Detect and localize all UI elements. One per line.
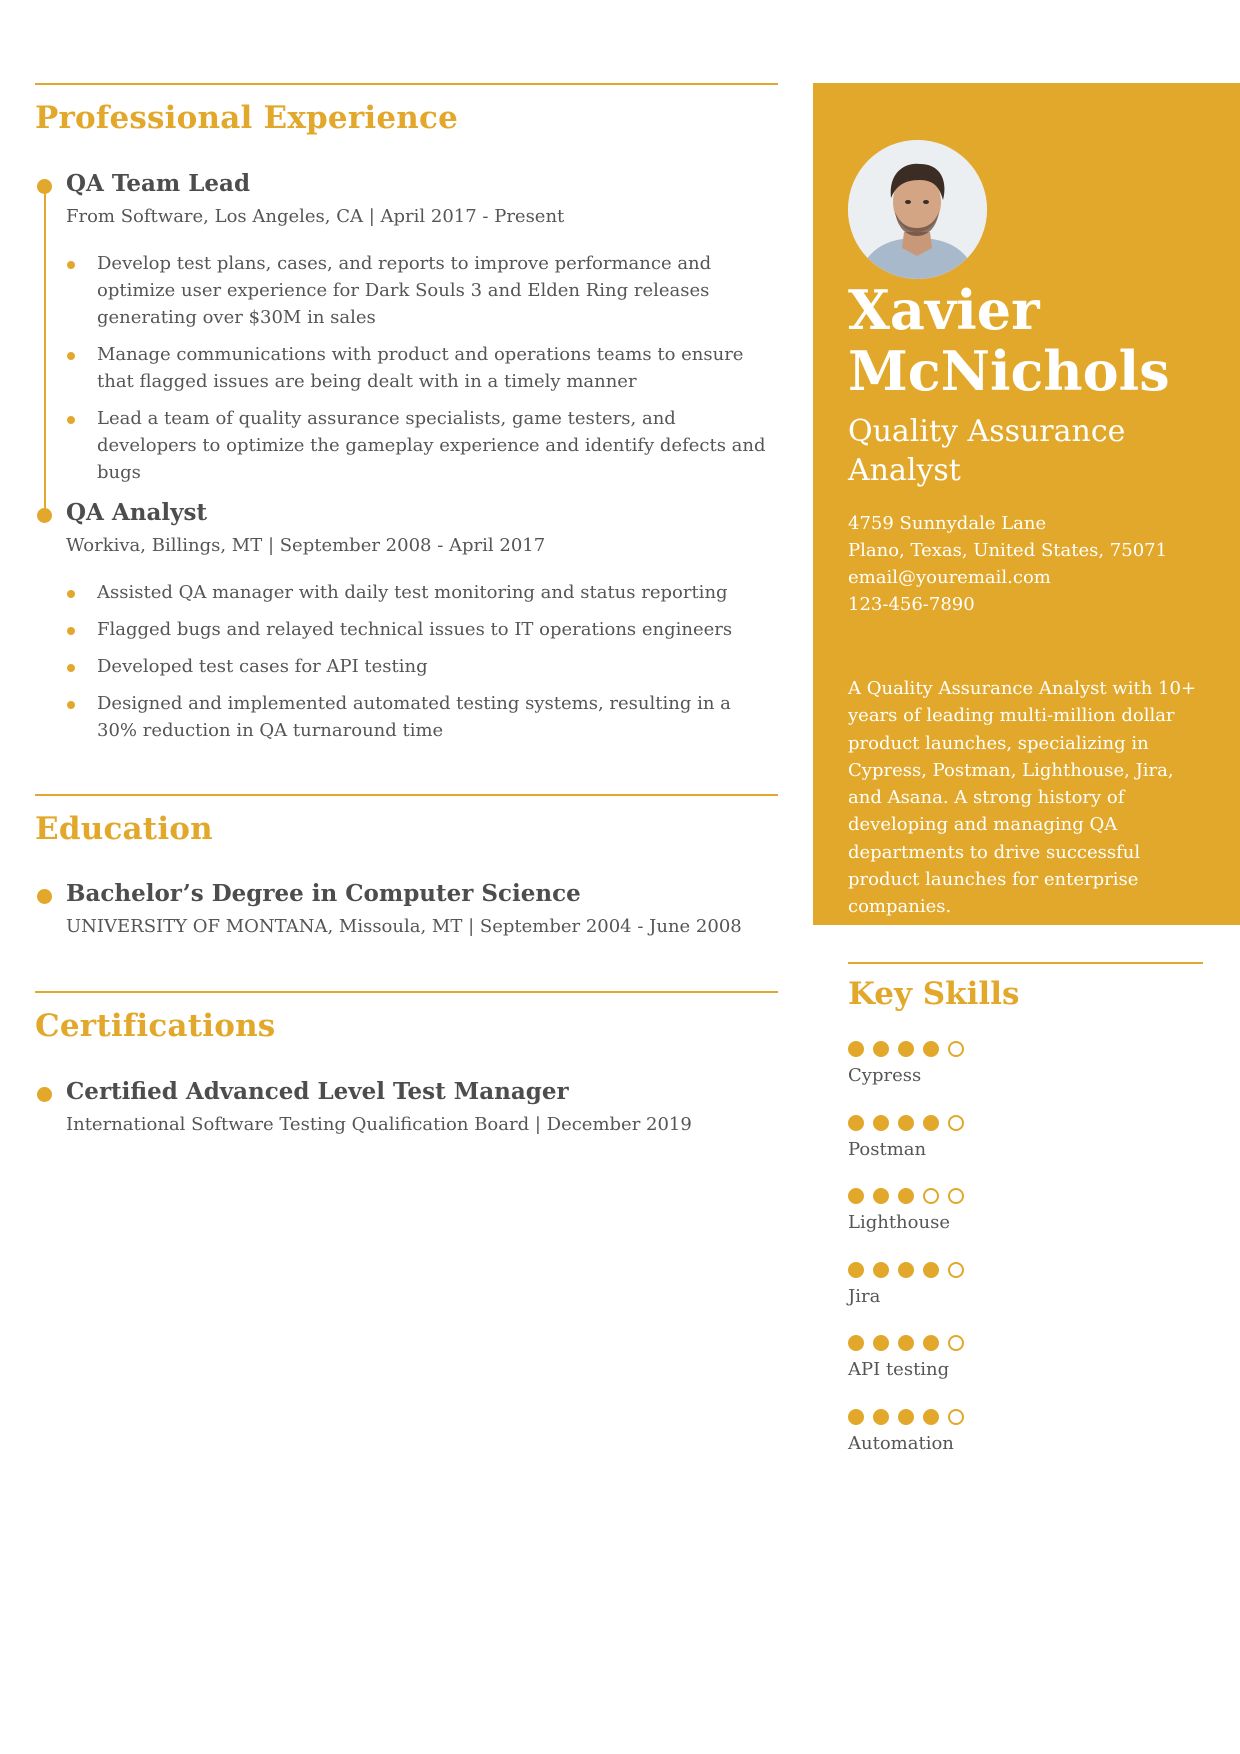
bullet-dot-icon — [67, 590, 75, 598]
job-bullet: Develop test plans, cases, and reports to improve performance and optimize user experience for Dark Souls 3 and Elden Ring releases generating over $30M in sales — [66, 250, 766, 331]
email-link[interactable]: email@youremail.com — [848, 567, 1051, 588]
rating-dot-filled-icon — [923, 1262, 939, 1278]
rating-dot-empty-icon — [948, 1335, 964, 1351]
rating-dot-filled-icon — [898, 1409, 914, 1425]
rating-dot-filled-icon — [873, 1188, 889, 1204]
profile-photo — [848, 140, 987, 279]
rating-dot-filled-icon — [848, 1262, 864, 1278]
job-title: QA Team Lead — [66, 170, 251, 197]
rating-dot-filled-icon — [898, 1188, 914, 1204]
rating-dot-filled-icon — [898, 1335, 914, 1351]
certifications-heading: Certifications — [35, 1008, 276, 1044]
skill-name: Jira — [848, 1285, 881, 1307]
rating-dot-filled-icon — [923, 1335, 939, 1351]
skill-item — [848, 1335, 1148, 1395]
rating-dot-empty-icon — [948, 1115, 964, 1131]
education-heading: Education — [35, 811, 213, 847]
job-bullet: Assisted QA manager with daily test monitoring and status reporting — [66, 579, 766, 606]
skill-name: Automation — [848, 1432, 954, 1454]
bullet-dot-icon — [67, 664, 75, 672]
rating-dot-filled-icon — [923, 1409, 939, 1425]
profile-summary: A Quality Assurance Analyst with 10+ years of leading multi-million dollar product launches, specializing in Cypress, Postman, Lighthouse, Jira, and Asana. A strong history of developing and managing QA departments to drive successful product launches for enterprise companies. — [848, 678, 1197, 918]
job-bullet: Lead a team of quality assurance specialists, game testers, and developers to optimize the gameplay experience and identify defects and bugs — [66, 405, 766, 486]
job-bullet: Designed and implemented automated testing systems, resulting in a 30% reduction in QA turnaround time — [66, 690, 766, 744]
skill-name: Cypress — [848, 1065, 922, 1086]
timeline-dot — [37, 508, 52, 523]
job-company-dates: Workiva, Billings, MT | September 2008 - April 2017 — [66, 535, 546, 556]
timeline-dot — [37, 179, 52, 194]
job-bullet: Flagged bugs and relayed technical issues to IT operations engineers — [66, 616, 766, 643]
rating-dot-filled-icon — [898, 1262, 914, 1278]
skills-heading: Key Skills — [848, 976, 1020, 1012]
rating-dot-filled-icon — [873, 1409, 889, 1425]
rating-dot-filled-icon — [848, 1188, 864, 1204]
rating-dot-empty-icon — [948, 1409, 964, 1425]
phone-number: 123-456-7890 — [848, 594, 975, 615]
job-bullets — [66, 250, 766, 496]
skill-name: API testing — [848, 1359, 950, 1380]
certification-title: Certified Advanced Level Test Manager — [66, 1078, 569, 1105]
address-line: 4759 Sunnydale Lane — [848, 513, 1047, 534]
skill-item — [848, 1115, 1148, 1175]
school-dates: UNIVERSITY OF MONTANA, Missoula, MT | September 2004 - June 2008 — [66, 916, 742, 937]
job-title: QA Analyst — [66, 499, 208, 526]
avatar — [848, 140, 987, 279]
job-title-headline: Quality Assurance Analyst — [848, 414, 1126, 488]
rating-dot-filled-icon — [848, 1115, 864, 1131]
timeline-dot — [37, 889, 52, 904]
section-divider — [35, 83, 778, 85]
skill-item — [848, 1188, 1148, 1248]
timeline-dot — [37, 1087, 52, 1102]
certification-issuer-date: International Software Testing Qualification Board | December 2019 — [66, 1114, 692, 1135]
rating-dot-filled-icon — [923, 1115, 939, 1131]
rating-dot-empty-icon — [923, 1188, 939, 1204]
rating-dot-filled-icon — [898, 1115, 914, 1131]
candidate-name: Xavier McNichols — [848, 278, 1170, 403]
profile-panel — [813, 83, 1240, 925]
rating-dot-filled-icon — [898, 1041, 914, 1057]
address-line: Plano, Texas, United States, 75071 — [848, 540, 1168, 561]
skill-name: Postman — [848, 1138, 927, 1160]
job-company-dates: From Software, Los Angeles, CA | April 2017 - Present — [66, 206, 565, 227]
rating-dot-filled-icon — [873, 1115, 889, 1131]
degree-title: Bachelor’s Degree in Computer Science — [66, 880, 581, 907]
rating-dot-empty-icon — [948, 1041, 964, 1057]
section-divider — [35, 794, 778, 796]
rating-dot-empty-icon — [948, 1262, 964, 1278]
skill-item — [848, 1262, 1148, 1322]
rating-dot-empty-icon — [948, 1188, 964, 1204]
bullet-dot-icon — [67, 416, 75, 424]
rating-dot-filled-icon — [873, 1262, 889, 1278]
rating-dot-filled-icon — [923, 1041, 939, 1057]
skill-name: Lighthouse — [848, 1212, 950, 1233]
bullet-dot-icon — [67, 627, 75, 635]
bullet-dot-icon — [67, 701, 75, 709]
experience-heading: Professional Experience — [35, 100, 459, 136]
rating-dot-filled-icon — [848, 1409, 864, 1425]
contact-info — [848, 510, 1167, 618]
rating-dot-filled-icon — [848, 1335, 864, 1351]
bullet-dot-icon — [67, 261, 75, 269]
rating-dot-filled-icon — [848, 1041, 864, 1057]
skill-item — [848, 1041, 1148, 1101]
job-bullets — [66, 579, 766, 754]
job-bullet: Developed test cases for API testing — [66, 653, 766, 680]
rating-dot-filled-icon — [873, 1335, 889, 1351]
bullet-dot-icon — [67, 352, 75, 360]
section-divider — [848, 962, 1203, 964]
skill-item — [848, 1409, 1148, 1469]
section-divider — [35, 991, 778, 993]
job-bullet: Manage communications with product and operations teams to ensure that flagged issues are being dealt with in a timely manner — [66, 341, 766, 395]
experience-timeline — [44, 190, 46, 516]
rating-dot-filled-icon — [873, 1041, 889, 1057]
